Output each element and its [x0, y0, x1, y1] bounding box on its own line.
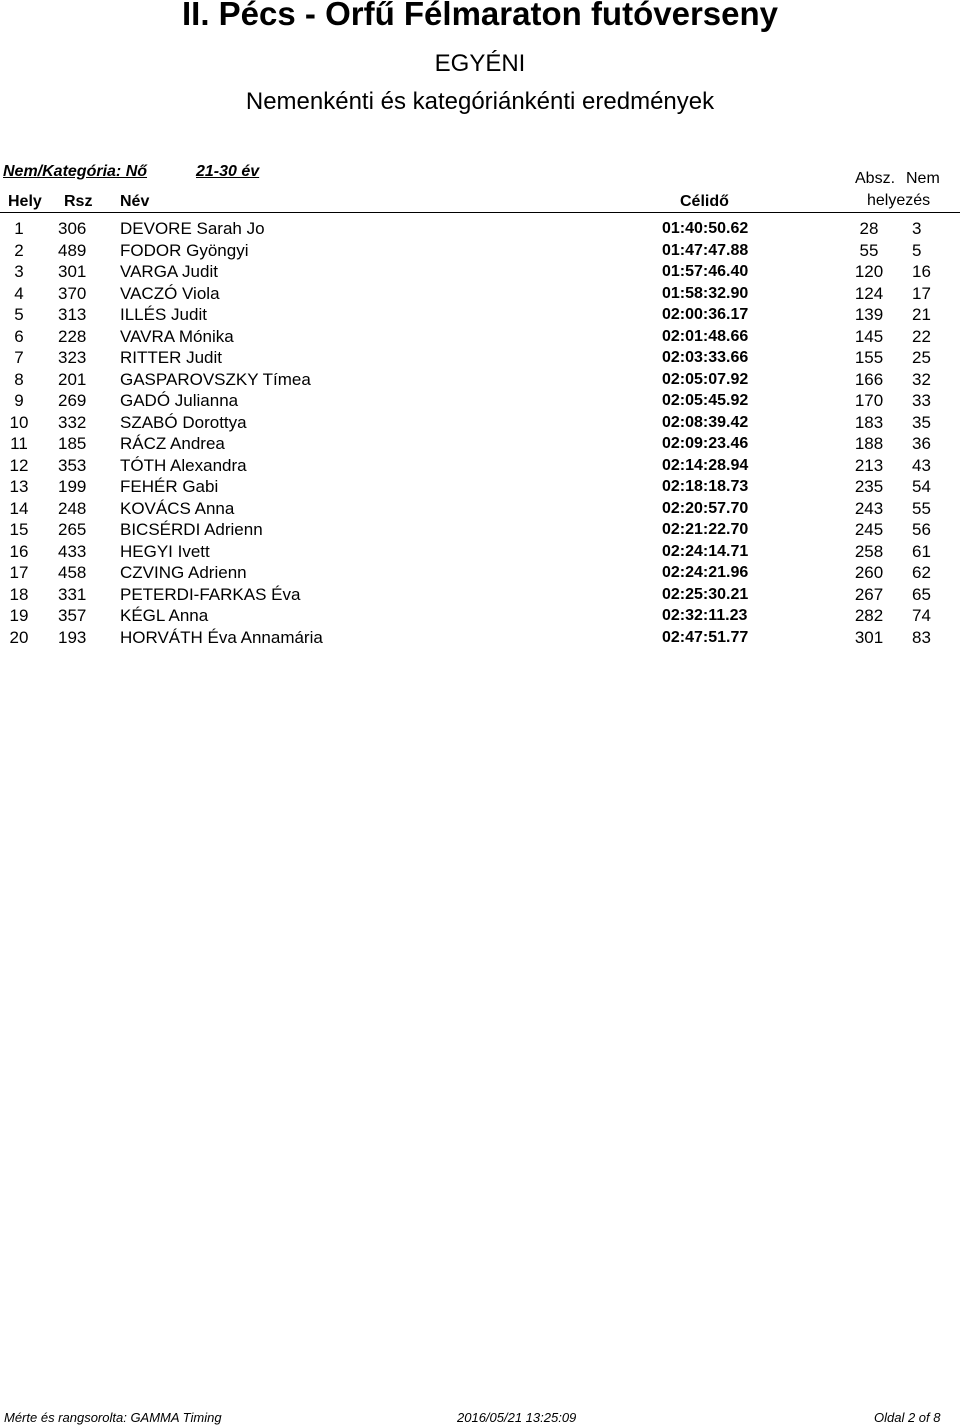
cell-celido: 02:03:33.66 — [662, 349, 749, 366]
cell-hely: 5 — [14, 305, 24, 324]
cell-hely: 14 — [9, 498, 29, 518]
cell-nem: 43 — [912, 455, 931, 475]
cell-nem: 21 — [912, 305, 931, 324]
cell-rsz: 228 — [58, 326, 87, 346]
cell-nem: 33 — [912, 391, 931, 410]
table-row — [0, 562, 960, 583]
cell-absz: 166 — [854, 369, 884, 389]
cell-rsz: 301 — [58, 262, 87, 281]
cell-nem: 16 — [912, 262, 931, 281]
cell-rsz: 199 — [58, 477, 87, 496]
cell-absz: 188 — [854, 434, 884, 453]
cell-rsz: 248 — [58, 498, 87, 518]
cell-hely: 9 — [14, 391, 24, 410]
cell-hely: 4 — [14, 283, 24, 303]
cell-rsz: 433 — [58, 541, 87, 561]
cell-nem: 74 — [912, 606, 931, 625]
cell-hely: 8 — [14, 369, 24, 389]
page-subtitle-secondary: Nemenkénti és kategóriánkénti eredmények — [245, 88, 715, 115]
cell-absz: 301 — [854, 627, 884, 647]
cell-celido: 02:25:30.21 — [662, 585, 749, 603]
table-row — [0, 412, 960, 433]
cell-hely: 16 — [9, 541, 29, 561]
table-row — [0, 498, 960, 519]
cell-rsz: 370 — [58, 283, 87, 303]
cell-nem: 61 — [912, 541, 931, 561]
cell-nem: 22 — [912, 326, 931, 346]
cell-rsz: 201 — [58, 369, 87, 389]
cell-nev: VACZÓ Viola — [120, 283, 220, 303]
cell-nem: 3 — [912, 219, 922, 238]
column-header-nem: Nem — [906, 170, 940, 187]
cell-nem: 56 — [912, 520, 931, 539]
cell-nem: 25 — [912, 348, 931, 367]
table-row — [0, 584, 960, 605]
cell-hely: 20 — [9, 627, 29, 647]
cell-celido: 02:20:57.70 — [662, 499, 749, 517]
cell-hely: 11 — [10, 434, 28, 453]
cell-celido: 01:57:46.40 — [662, 263, 749, 280]
table-row — [0, 326, 960, 347]
cell-nev: KOVÁCS Anna — [120, 498, 235, 518]
cell-absz: 243 — [854, 498, 884, 518]
cell-nev: HEGYI Ivett — [120, 541, 210, 561]
cell-celido: 02:00:36.17 — [662, 306, 749, 323]
cell-nev: VAVRA Mónika — [120, 326, 234, 346]
cell-celido: 02:09:23.46 — [662, 435, 749, 452]
cell-hely: 17 — [9, 563, 29, 582]
cell-nev: RÁCZ Andrea — [120, 434, 225, 453]
table-row — [0, 218, 960, 239]
cell-absz: 55 — [859, 240, 879, 260]
cell-absz: 260 — [854, 563, 884, 582]
cell-rsz: 489 — [58, 240, 87, 260]
cell-celido: 02:24:21.96 — [662, 564, 749, 581]
cell-absz: 183 — [854, 412, 884, 432]
cell-celido: 02:05:45.92 — [662, 392, 749, 409]
cell-nem: 32 — [912, 369, 931, 389]
cell-nem: 55 — [912, 498, 931, 518]
cell-nem: 83 — [912, 627, 931, 647]
column-header-helyezes: helyezés — [867, 192, 931, 209]
table-row — [0, 455, 960, 476]
cell-rsz: 332 — [58, 412, 87, 432]
cell-absz: 258 — [854, 541, 884, 561]
cell-rsz: 323 — [58, 348, 87, 367]
cell-absz: 245 — [854, 520, 884, 539]
cell-absz: 139 — [854, 305, 884, 324]
cell-absz: 213 — [854, 455, 884, 475]
page-subtitle: EGYÉNI — [434, 50, 526, 77]
cell-absz: 155 — [854, 348, 884, 367]
cell-hely: 6 — [14, 326, 24, 346]
cell-celido: 02:01:48.66 — [662, 327, 749, 345]
cell-celido: 02:21:22.70 — [662, 521, 749, 538]
cell-nem: 17 — [912, 283, 931, 303]
table-row — [0, 261, 960, 282]
cell-hely: 19 — [9, 606, 29, 625]
column-header-absz: Absz. — [855, 170, 896, 187]
cell-rsz: 306 — [58, 219, 87, 238]
table-row — [0, 433, 960, 454]
cell-hely: 15 — [9, 520, 29, 539]
cell-hely: 10 — [9, 412, 29, 432]
cell-hely: 2 — [14, 240, 24, 260]
cell-nev: KÉGL Anna — [120, 606, 209, 625]
table-row — [0, 519, 960, 540]
cell-celido: 01:47:47.88 — [662, 241, 749, 259]
cell-nev: PETERDI-FARKAS Éva — [120, 584, 301, 604]
category-label: Nem/Kategória: Nő — [3, 163, 148, 180]
cell-nev: TÓTH Alexandra — [120, 455, 247, 475]
cell-nem: 62 — [912, 563, 931, 582]
cell-absz: 28 — [859, 219, 879, 238]
cell-nev: GADÓ Julianna — [120, 391, 239, 410]
cell-hely: 3 — [14, 262, 24, 281]
cell-celido: 02:08:39.42 — [662, 413, 749, 431]
cell-rsz: 185 — [58, 434, 87, 453]
cell-absz: 282 — [854, 606, 884, 625]
cell-nev: HORVÁTH Éva Annamária — [120, 627, 323, 647]
header-divider — [0, 212, 960, 213]
cell-nev: BICSÉRDI Adrienn — [120, 520, 263, 539]
table-row — [0, 605, 960, 626]
cell-absz: 145 — [854, 326, 884, 346]
table-row — [0, 369, 960, 390]
cell-nev: FODOR Gyöngyi — [120, 240, 249, 260]
footer-timestamp: 2016/05/21 13:25:09 — [457, 1410, 577, 1425]
cell-nem: 5 — [912, 240, 922, 260]
cell-celido: 02:47:51.77 — [662, 628, 749, 646]
cell-rsz: 458 — [58, 563, 87, 582]
cell-rsz: 269 — [58, 391, 87, 410]
cell-absz: 235 — [854, 477, 884, 496]
table-row — [0, 347, 960, 368]
column-header-rsz: Rsz — [64, 193, 93, 210]
footer-timing-credit: Mérte és rangsorolta: GAMMA Timing — [4, 1410, 222, 1425]
cell-celido: 02:05:07.92 — [662, 370, 749, 388]
cell-hely: 1 — [14, 219, 24, 238]
cell-absz: 170 — [854, 391, 884, 410]
cell-hely: 18 — [9, 584, 29, 604]
cell-rsz: 353 — [58, 455, 87, 475]
cell-celido: 02:24:14.71 — [662, 542, 749, 560]
table-row — [0, 390, 960, 411]
page-title: II. Pécs - Orfű Félmaraton futóverseny — [182, 0, 778, 32]
cell-nem: 35 — [912, 412, 931, 432]
cell-nem: 36 — [912, 434, 931, 453]
table-row — [0, 304, 960, 325]
cell-nev: DEVORE Sarah Jo — [120, 219, 265, 238]
cell-rsz: 313 — [58, 305, 87, 324]
table-row — [0, 240, 960, 261]
cell-celido: 02:14:28.94 — [662, 456, 749, 474]
cell-hely: 12 — [9, 455, 29, 475]
cell-celido: 01:58:32.90 — [662, 284, 749, 302]
cell-nev: GASPAROVSZKY Tímea — [120, 369, 311, 389]
column-header-hely: Hely — [8, 193, 42, 210]
footer-page-number: Oldal 2 of 8 — [874, 1410, 941, 1425]
cell-rsz: 331 — [58, 584, 87, 604]
column-header-nev: Név — [120, 193, 150, 210]
column-header-celido: Célidő — [680, 193, 729, 210]
table-row — [0, 283, 960, 304]
cell-absz: 120 — [854, 262, 884, 281]
table-row — [0, 627, 960, 648]
cell-hely: 7 — [14, 348, 24, 367]
cell-nev: SZABÓ Dorottya — [120, 412, 247, 432]
cell-hely: 13 — [9, 477, 29, 496]
cell-absz: 267 — [854, 584, 884, 604]
cell-celido: 01:40:50.62 — [662, 220, 749, 237]
cell-nev: RITTER Judit — [120, 348, 223, 367]
cell-nev: VARGA Judit — [120, 262, 218, 281]
cell-nev: FEHÉR Gabi — [120, 477, 219, 496]
cell-celido: 02:32:11.23 — [662, 607, 748, 624]
cell-rsz: 265 — [58, 520, 87, 539]
cell-nem: 54 — [912, 477, 931, 496]
table-row — [0, 541, 960, 562]
cell-rsz: 357 — [58, 606, 87, 625]
cell-absz: 124 — [854, 283, 884, 303]
cell-nev: ILLÉS Judit — [120, 305, 207, 324]
table-row — [0, 476, 960, 497]
cell-rsz: 193 — [58, 627, 87, 647]
category-age: 21-30 év — [196, 163, 260, 180]
cell-nem: 65 — [912, 584, 931, 604]
cell-nev: CZVING Adrienn — [120, 563, 247, 582]
cell-celido: 02:18:18.73 — [662, 478, 749, 495]
